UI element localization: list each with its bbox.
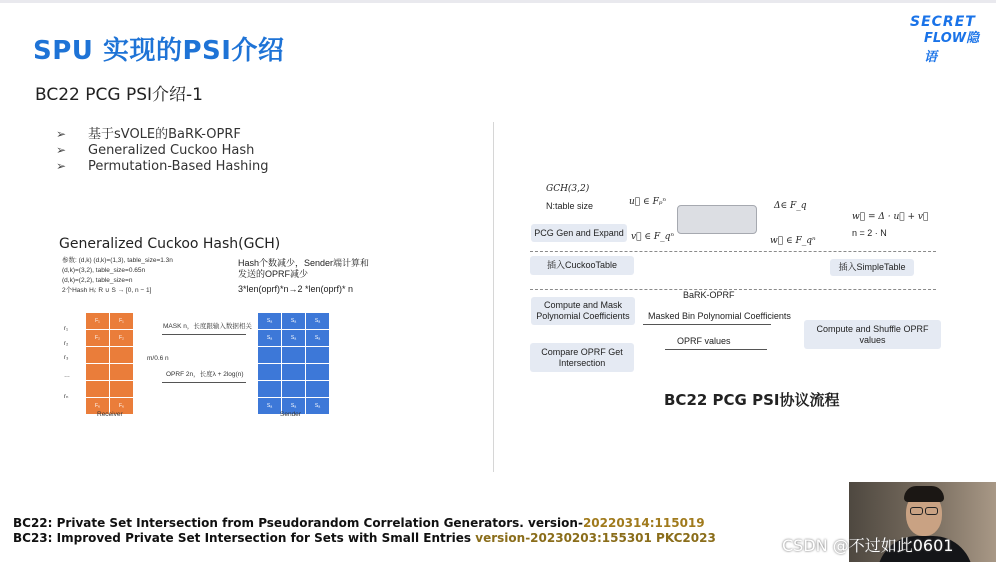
sender-cell: Sₐ — [258, 313, 281, 329]
gch-params — [62, 256, 173, 296]
bullet-text: Permutation-Based Hashing — [88, 159, 269, 174]
oprf-values-arrow — [665, 349, 767, 350]
size-label: m/0.6 n — [147, 355, 169, 362]
n-equation: n = 2 · N — [852, 228, 887, 238]
param-line: (d,k)=(2,2), table_size=n — [62, 277, 133, 284]
insert-simple-box: 插入SimpleTable — [830, 259, 914, 276]
pcg-box — [677, 205, 757, 234]
sender-cell — [258, 347, 281, 363]
oprf-values-label: OPRF values — [677, 336, 731, 346]
sender-cell — [306, 347, 329, 363]
receiver-cell — [86, 381, 109, 397]
bullet-list — [56, 126, 268, 174]
reference-text: BC22: Private Set Intersection from Pseudorandom Correlation Generators. version- — [13, 516, 583, 530]
bullet-item — [56, 158, 268, 174]
receiver-cell — [86, 364, 109, 380]
webcam-glasses-right — [925, 507, 938, 515]
sender-cell: Sₐ — [306, 398, 329, 414]
sender-cell — [306, 381, 329, 397]
receiver-cell: F₆ — [86, 398, 109, 414]
insert-cuckoo-box: 插入CuckooTable — [530, 256, 634, 275]
sender-cell: Sₐ — [306, 313, 329, 329]
receiver-row-label: r₃ — [64, 355, 69, 361]
bullet-item — [56, 126, 268, 142]
compute-shuffle-box: Compute and Shuffle OPRF values — [804, 320, 941, 349]
param-line: (d,k)=(3,2), table_size=0.65n — [62, 267, 146, 274]
logo-line-1: SECRET — [910, 14, 976, 30]
gch-title: Generalized Cuckoo Hash(GCH) — [59, 236, 281, 252]
sender-label: Sender — [280, 411, 301, 418]
slide-title: SPU 实现的PSI介绍 — [33, 36, 285, 66]
receiver-cell — [110, 381, 133, 397]
receiver-label: Receiver — [97, 411, 123, 418]
masked-bin-label: Masked Bin Polynomial Coefficients — [648, 311, 791, 321]
sender-cell — [282, 364, 305, 380]
receiver-cell — [110, 364, 133, 380]
sender-cell — [282, 381, 305, 397]
logo-line-2: FLOW隐语 — [924, 31, 980, 65]
receiver-cell: F₆ — [110, 398, 133, 414]
oprf-arrow — [162, 382, 246, 383]
webcam-hair — [904, 486, 944, 502]
arrow-bullet-icon: ➢ — [56, 127, 67, 141]
sender-cell: Sₐ — [258, 330, 281, 346]
receiver-cell: F₁ — [86, 313, 109, 329]
sender-cell — [306, 364, 329, 380]
arrow-bullet-icon: ➢ — [56, 143, 67, 157]
reference-text: BC23: Improved Private Set Intersection for Sets with Small Entries — [13, 531, 476, 545]
w-equation: w⃗ = Δ · u⃗ + v⃗ — [852, 212, 929, 222]
sender-cell: Sₐ — [258, 398, 281, 414]
reference-bc23 — [13, 531, 716, 545]
secretflow-logo — [906, 14, 992, 65]
sender-cell — [258, 381, 281, 397]
hash-formula: 3*len(oprf)*n→2 *len(oprf)* n — [238, 284, 354, 294]
v-vector: v⃗ ∈ F_qⁿ — [631, 232, 675, 242]
mask-label: MASK n，长度跟输入数据相关 — [163, 323, 252, 330]
receiver-table — [86, 313, 133, 414]
receiver-row-label: … — [64, 373, 70, 379]
flow-title: BC22 PCG PSI协议流程 — [664, 391, 840, 409]
top-bar — [0, 0, 996, 3]
receiver-cell: F₁ — [110, 313, 133, 329]
receiver-row-label: r₂ — [64, 341, 69, 347]
w-vector: w⃗ ∈ F_qⁿ — [770, 236, 816, 246]
sender-cell: Sₐ — [282, 398, 305, 414]
sender-cell: Sₐ — [306, 330, 329, 346]
compare-oprf-box: Compare OPRF Get Intersection — [530, 343, 634, 372]
sender-cell — [282, 347, 305, 363]
mask-arrow — [162, 334, 246, 335]
gch-param: GCH(3,2) — [546, 184, 590, 194]
receiver-row-label: rₙ — [64, 394, 69, 400]
webcam-glasses-left — [910, 507, 923, 515]
table-size-label: N:table size — [546, 201, 594, 211]
sender-cell: Sₐ — [282, 313, 305, 329]
param-line: 参数: (d,k) (d,k)=(1,3), table_size=1.3n — [62, 257, 173, 264]
arrow-bullet-icon: ➢ — [56, 159, 67, 173]
oprf-label: OPRF 2n，长度λ + 2log(n) — [166, 371, 244, 378]
hash-note — [238, 258, 378, 295]
masked-bin-arrow — [643, 324, 771, 325]
sender-cell — [258, 364, 281, 380]
sender-table — [258, 313, 329, 414]
pcg-gen-box: PCG Gen and Expand — [531, 224, 627, 242]
receiver-cell: F₂ — [86, 330, 109, 346]
receiver-row-label: r₁ — [64, 326, 69, 332]
receiver-cell: F₂ — [110, 330, 133, 346]
reference-version: 20220314:115019 — [582, 516, 705, 530]
hash-note-text: Hash个数减少，Sender端计算和发送的OPRF减少 — [238, 258, 370, 279]
dashed-separator — [530, 251, 936, 252]
vertical-divider — [493, 122, 494, 472]
slide-subtitle: BC22 PCG PSI介绍-1 — [35, 85, 203, 105]
receiver-cell — [86, 347, 109, 363]
param-line: 2个Hash Hᵢ: R ∪ S → [0, n − 1] — [62, 287, 152, 294]
compute-mask-box: Compute and Mask Polynomial Coefficients — [531, 297, 635, 325]
u-vector: u⃗ ∈ Fₚⁿ — [629, 197, 667, 207]
reference-bc22 — [13, 516, 705, 530]
bullet-text: Generalized Cuckoo Hash — [88, 143, 255, 158]
csdn-watermark: CSDN @不过如此0601 — [782, 536, 954, 555]
bark-oprf-label: BaRK-OPRF — [683, 290, 735, 300]
delta-label: Δ∈ F_q — [774, 201, 807, 211]
sender-cell: Sₐ — [282, 330, 305, 346]
bullet-item — [56, 142, 268, 158]
receiver-cell — [110, 347, 133, 363]
bullet-text: 基于sVOLE的BaRK-OPRF — [88, 127, 241, 142]
reference-version: version-20230203:155301 PKC2023 — [475, 531, 716, 545]
